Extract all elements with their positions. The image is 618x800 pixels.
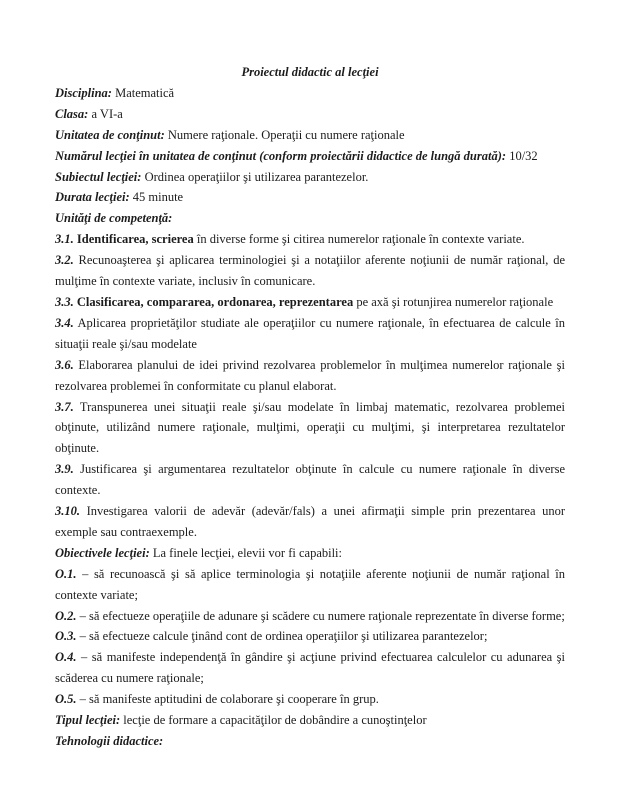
field-subiectul-lectiei (55, 167, 565, 188)
item-number: O.5. (55, 692, 77, 707)
item-number: 3.6. (55, 357, 74, 372)
field-label: Subiectul lecţiei: (55, 169, 142, 184)
item-text: Elaborarea planului de idei privind rezolvarea problemelor în mulţimea numerelor raţionale şi rezolvarea problemei în conformitate cu planul elaborat. (55, 357, 565, 393)
item-text: – să efectueze calcule ţinând cont de ordinea operaţiilor şi utilizarea parantezelor; (76, 629, 488, 644)
item-text: – să efectueze operaţiile de adunare şi scădere cu numere raţionale reprezentate în diverse forme; (76, 608, 565, 623)
field-label: Disciplina: (55, 85, 112, 100)
competence-item-3-7 (55, 397, 565, 460)
competence-item-3-9 (55, 459, 565, 501)
item-text: Justificarea şi argumentarea rezultatelor obţinute în calcule cu numere raţionale în diverse contexte. (55, 462, 565, 498)
field-label: Clasa: (55, 106, 89, 121)
field-tipul-lectiei (55, 710, 565, 731)
item-text: – să manifeste independenţă în gândire şi acţiune privind efectuarea calculelor cu adunarea şi scăderea cu numere raţionale; (55, 650, 565, 686)
item-keyword: Identificarea, scrierea (73, 232, 194, 247)
objective-item-o-2 (55, 606, 565, 627)
competence-item-3-10 (55, 501, 565, 543)
item-text: – să manifeste aptitudini de colaborare şi cooperare în grup. (76, 692, 379, 707)
field-value: Ordinea operaţiilor şi utilizarea parantezelor. (141, 169, 369, 184)
title-text: Proiectul didactic al lecţiei (241, 65, 379, 79)
item-number: O.1. (55, 566, 77, 581)
field-unitatea-de-continut (55, 125, 565, 146)
item-number: 3.2. (55, 253, 74, 268)
item-number: 3.4. (55, 315, 74, 330)
heading-tehnologii-didactice (55, 731, 565, 752)
item-text: în diverse forme şi citirea numerelor raţionale în contexte variate. (193, 232, 525, 247)
field-label: Numărul lecţiei în unitatea de conţinut (conform proiectării didactice de lungă durată): (55, 148, 507, 163)
heading-value: La finele lecţiei, elevii vor fi capabili: (149, 545, 343, 560)
heading-unitati-competenta (55, 208, 565, 229)
objective-item-o-3 (55, 626, 565, 647)
field-value: Numere raţionale. Operaţii cu numere raţionale (164, 127, 405, 142)
item-keyword: Clasificarea, compararea, ordonarea, reprezentarea (73, 294, 354, 309)
field-label: Durata lecţiei: (55, 190, 130, 205)
field-value: 10/32 (506, 148, 538, 163)
item-number: 3.9. (55, 462, 74, 477)
field-value: Matematică (111, 85, 175, 100)
heading-label: Unităţi de competenţă: (55, 211, 173, 226)
item-text: Aplicarea proprietăţilor studiate ale operaţiilor cu numere raţionale, în efectuarea de calcule în situaţii reale şi/sau modelate (55, 315, 565, 351)
objective-item-o-5 (55, 689, 565, 710)
item-number: O.4. (55, 650, 77, 665)
field-label: Unitatea de conţinut: (55, 127, 165, 142)
field-numarul-lectiei (55, 146, 565, 167)
item-number: 3.7. (55, 399, 74, 414)
item-text: Transpunerea unei situaţii reale şi/sau modelate în limbaj matematic, rezolvarea problemei obţinute, utilizând numere raţionale, mulţimi, operaţii cu mulţimi, şi interpretarea rezultatelor obţinute. (55, 399, 565, 456)
heading-obiectivele-lectiei (55, 543, 565, 564)
item-text: – să recunoască şi să aplice terminologia şi notaţiile aferente noţiunii de număr raţional în contexte variate; (55, 566, 565, 602)
item-text: Investigarea valorii de adevăr (adevăr/fals) a unei afirmaţii simple prin prezentarea unor exemple sau contraexemple. (55, 504, 565, 539)
item-number: O.2. (55, 608, 77, 623)
field-durata-lectiei (55, 187, 565, 208)
objective-item-o-4 (55, 647, 565, 689)
item-number: 3.1. (55, 232, 74, 247)
item-text: Recunoaşterea şi aplicarea terminologiei şi a notaţiilor aferente noţiunii de număr raţional, de mulţime în contexte variate, inclusiv în comunicare. (55, 253, 565, 289)
field-disciplina (55, 83, 565, 104)
document-title (55, 62, 565, 83)
field-label: Tipul lecţiei: (55, 713, 121, 728)
competence-item-3-3 (55, 292, 565, 313)
field-value: a VI-a (88, 106, 123, 121)
item-text: pe axă şi rotunjirea numerelor raţionale (353, 294, 554, 309)
heading-label: Obiectivele lecţiei: (55, 545, 150, 560)
item-number: O.3. (55, 629, 77, 644)
competence-item-3-4 (55, 313, 565, 355)
field-value: lecţie de formare a capacităţilor de dobândire a cunoştinţelor (120, 713, 427, 728)
competence-item-3-6 (55, 355, 565, 397)
field-clasa (55, 104, 565, 125)
item-number: 3.10. (55, 504, 80, 519)
competence-item-3-1 (55, 229, 565, 250)
item-number: 3.3. (55, 294, 74, 309)
objective-item-o-1 (55, 564, 565, 606)
heading-label: Tehnologii didactice: (55, 734, 164, 748)
competence-item-3-2 (55, 250, 565, 292)
field-value: 45 minute (129, 190, 184, 205)
